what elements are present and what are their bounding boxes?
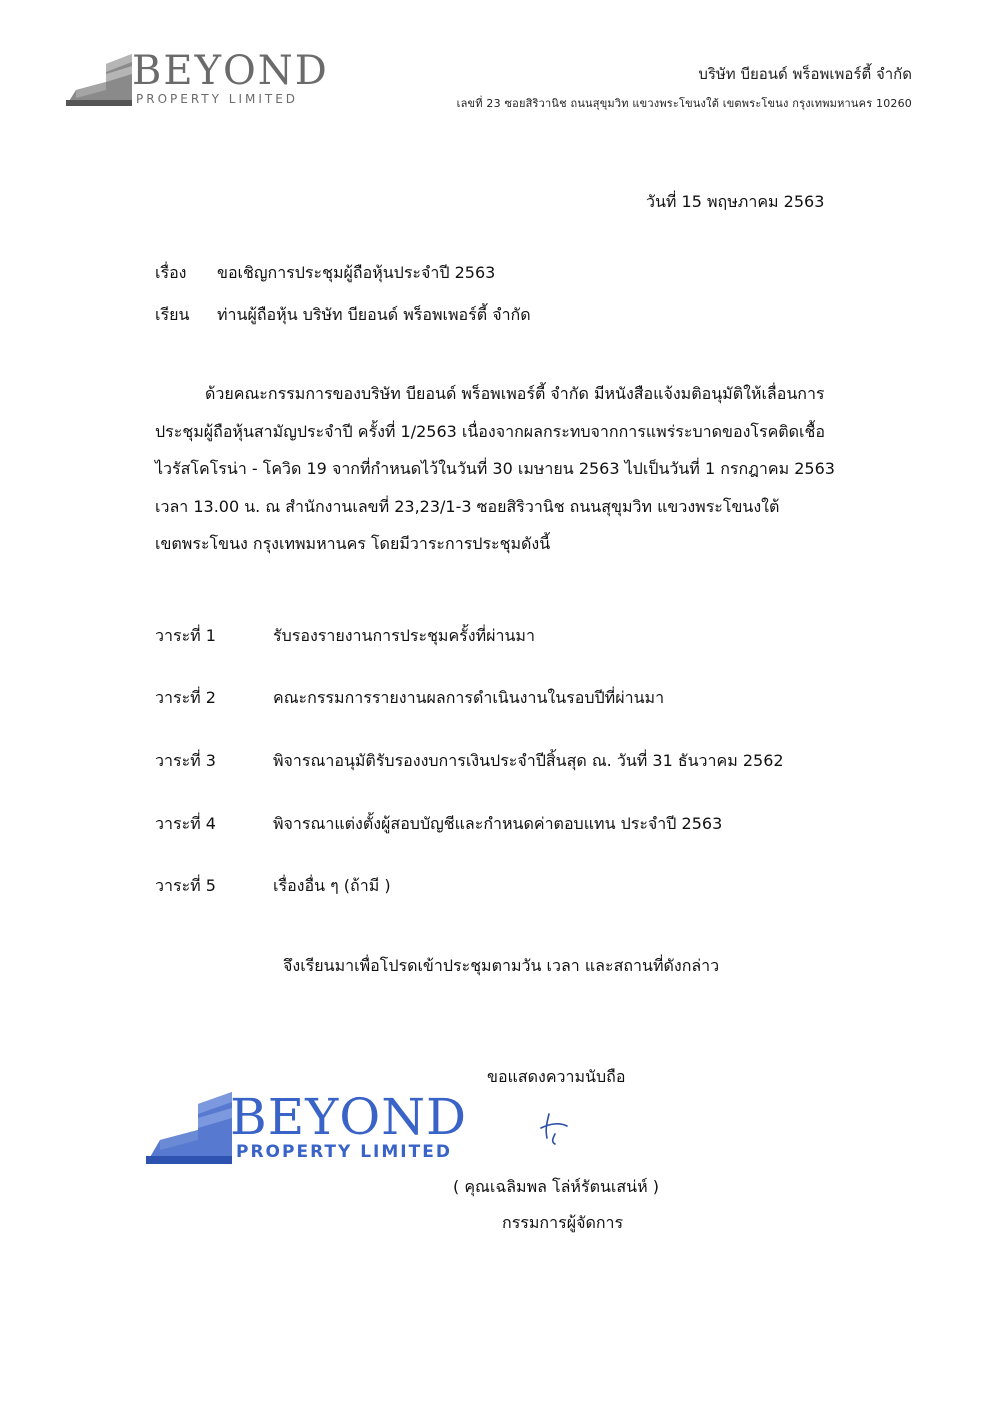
subject-label: เรื่อง	[155, 263, 187, 282]
company-address: เลขที่ 23 ซอยสิริวานิช ถนนสุขุมวิท แขวงพระโขนงใต้ เขตพระโขนง กรุงเทพมหานคร 10260	[456, 97, 912, 110]
regards-text: ขอแสดงความนับถือ	[487, 1067, 626, 1086]
letter-date: วันที่ 15 พฤษภาคม 2563	[646, 192, 825, 211]
recipient-text: ท่านผู้ถือหุ้น บริษัท บียอนด์ พร็อพเพอร์ตี้ จำกัด	[217, 305, 531, 324]
agenda-text: รับรองรายงานการประชุมครั้งที่ผ่านมา	[273, 626, 535, 645]
agenda-text: เรื่องอื่น ๆ (ถ้ามี )	[273, 876, 391, 895]
agenda-text: พิจารณาอนุมัติรับรองงบการเงินประจำปีสิ้นสุด ณ. วันที่ 31 ธันวาคม 2562	[273, 751, 784, 770]
stamp-building-icon	[146, 1090, 232, 1166]
agenda-text: พิจารณาแต่งตั้งผู้สอบบัญชีและกำหนดค่าตอบแทน ประจำปี 2563	[273, 814, 723, 833]
agenda-number: วาระที่ 2	[155, 688, 216, 707]
company-stamp	[146, 1090, 476, 1170]
agenda-item	[155, 624, 535, 649]
agenda-number: วาระที่ 5	[155, 876, 216, 895]
logo-tagline: PROPERTY LIMITED	[136, 92, 299, 106]
company-name: บริษัท บียอนด์ พร็อพเพอร์ตี้ จำกัด	[698, 65, 912, 83]
recipient-label: เรียน	[155, 305, 190, 324]
subject-line	[155, 261, 495, 286]
body-line: ประชุมผู้ถือหุ้นสามัญประจำปี ครั้งที่ 1/2563 เนื่องจากผลกระทบจากการแพร่ระบาดของโรคติดเชื้อ	[155, 421, 825, 441]
logo-building-icon	[66, 52, 132, 108]
subject-text: ขอเชิญการประชุมผู้ถือหุ้นประจำปี 2563	[217, 263, 496, 282]
logo-wordmark: BEYOND	[132, 48, 329, 94]
recipient-line	[155, 303, 531, 328]
body-line: เวลา 13.00 น. ณ สำนักงานเลขที่ 23,23/1-3 ซอยสิริวานิช ถนนสุขุมวิท แขวงพระโขนงใต้	[155, 496, 780, 516]
body-paragraph	[155, 375, 885, 563]
handwritten-signature	[535, 1108, 575, 1148]
agenda-text: คณะกรรมการรายงานผลการดำเนินงานในรอบปีที่ผ่านมา	[273, 688, 665, 707]
company-logo	[66, 48, 346, 112]
signer-name: ( คุณเฉลิมพล โล่ห์รัตนเสน่ห์ )	[453, 1177, 659, 1196]
stamp-tagline: PROPERTY LIMITED	[236, 1142, 452, 1162]
stamp-wordmark: BEYOND	[230, 1088, 468, 1146]
body-line: เขตพระโขนง กรุงเทพมหานคร โดยมีวาระการประชุมดังนี้	[155, 534, 551, 553]
agenda-item	[155, 749, 784, 774]
agenda-number: วาระที่ 3	[155, 751, 216, 770]
body-line: ด้วยคณะกรรมการของบริษัท บียอนด์ พร็อพเพอร์ตี้ จำกัด มีหนังสือแจ้งมติอนุมัติให้เลื่อนการ	[205, 384, 825, 403]
agenda-number: วาระที่ 1	[155, 626, 216, 645]
agenda-item	[155, 874, 391, 899]
agenda-number: วาระที่ 4	[155, 814, 216, 833]
signer-position: กรรมการผู้จัดการ	[502, 1213, 624, 1232]
agenda-item	[155, 686, 664, 711]
closing-sentence: จึงเรียนมาเพื่อโปรดเข้าประชุมตามวัน เวลา และสถานที่ดังกล่าว	[283, 956, 720, 975]
agenda-item	[155, 812, 722, 837]
body-line: ไวรัสโคโรน่า - โควิด 19 จากที่กำหนดไว้ในวันที่ 30 เมษายน 2563 ไปเป็นวันที่ 1 กรกฎาคม 2563	[155, 459, 835, 478]
